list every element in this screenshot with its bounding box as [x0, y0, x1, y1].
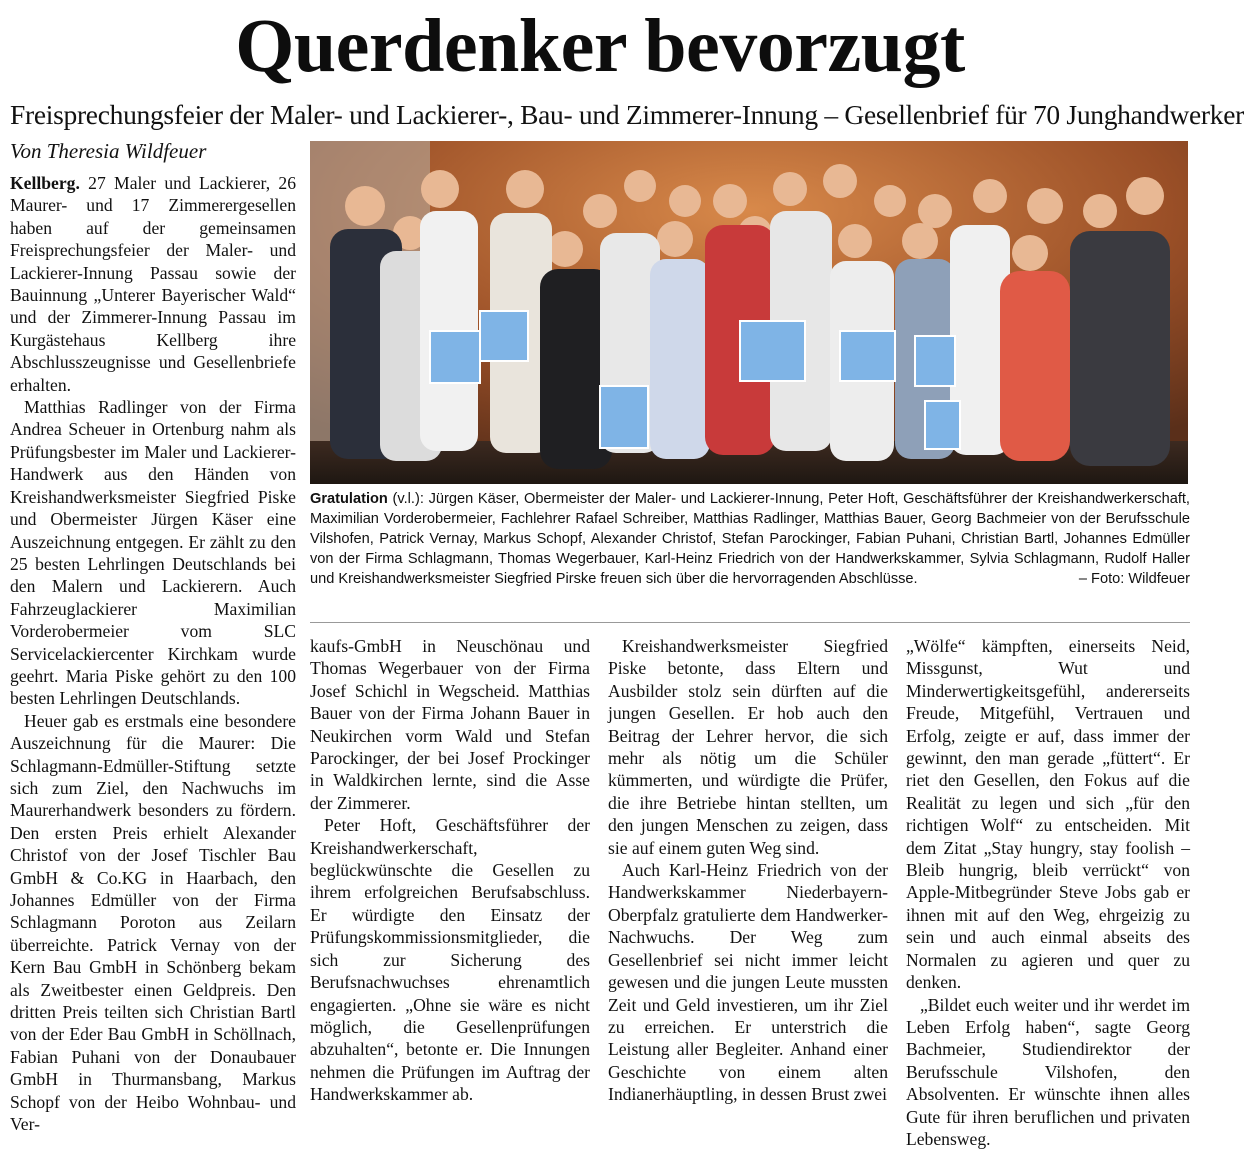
caption-divider [310, 622, 1190, 623]
article-column-4 [906, 635, 1190, 1150]
article-paragraph: Auch Karl-Heinz Friedrich von der Handwerkskammer Niederbayern-Oberpfalz gratulierte dem Handwerker-Nachwuchs. Der Weg zum Gesellenbrief sei nicht immer leicht gewesen und die jungen Leute mussten Zeit und Geld investieren, um ihr Ziel zu erreichen. Er unterstrich die Leistung aller Begleiter. Anhand einer Geschichte von einem alten Indianerhäuptling, in dessen Brust zwei [608, 859, 888, 1105]
article-paragraph: „Bildet euch weiter und ihr werdet im Leben Erfolg haben“, sagte Georg Bachmeier, Studiendirektor der Berufsschule Vilshofen, den Absolventen. Er wünschte ihnen alles Gute für ihren beruflichen und privaten Lebensweg. [906, 994, 1190, 1150]
article-paragraph: kaufs-GmbH in Neuschönau und Thomas Wegerbauer von der Firma Josef Schichl in Wegscheid. Matthias Bauer von der Firma Johann Bauer in Neukirchen vorm Wald und Stefan Parockinger, der bei Josef Prockinger in Waldkirchen lernte, sind die Asse der Zimmerer. [310, 635, 590, 814]
byline: Von Theresia Wildfeuer [10, 138, 300, 164]
article-column-1 [10, 172, 296, 1135]
article-paragraph: Kellberg. 27 Maler und Lackierer, 26 Maurer- und 17 Zimmerergesellen haben auf der gemeinsamen Freisprechungsfeier der Maler- und Lackierer-Innung Passau sowie der Bauinnung „Unterer Bayerischer Wald“ und der Zimmerer-Innung Passau im Kurgästehaus Kellberg ihre Abschlusszeugnisse und Gesellenbriefe erhalten. [10, 172, 296, 396]
article-paragraph: „Wölfe“ kämpften, einerseits Neid, Missgunst, Wut und Minderwertigkeitsgefühl, andererseits Freude, Mitgefühl, Vertrauen und Erfolg, zeigte er auf, dass immer der gewinnt, den man gerade „füttert“. Er riet den Gesellen, den Fokus auf die Realität zu legen und sich „für den richtigen Wolf“ zu entscheiden. Mit dem Zitat „Stay hungry, stay foolish – Bleib hungrig, bleib verrückt“ von Apple-Mitbegründer Steve Jobs gab er ihnen mit auf den Weg, ehrgeizig zu sein und auch einmal abseits des Normalen zu agieren und quer zu denken. [906, 635, 1190, 994]
photo-caption [310, 489, 1190, 589]
article-paragraph: Matthias Radlinger von der Firma Andrea Scheuer in Ortenburg nahm als Prüfungsbester im Maler und Lackierer-Handwerk aus den Händen von Kreishandwerksmeister Siegfried Piske und Obermeister Jürgen Käser eine Auszeichnung entgegen. Er zählt zu den 25 besten Lehrlingen Deutschlands bei den Malern und Lackierern. Auch Fahrzeuglackierer Maximilian Vorderobermeier vom SLC Servicelackiercenter Kirchkam wurde geehrt. Maria Piske gehört zu den 100 besten Lehrlingen Deutschlands. [10, 396, 296, 710]
article-column-3 [608, 635, 888, 1106]
article-paragraph: Heuer gab es erstmals eine besondere Auszeichnung für die Maurer: Die Schlagmann-Edmüller-Stiftung setzte sich zum Ziel, den Nachwuchs im Maurerhandwerk besonders zu fördern. Den ersten Preis erhielt Alexander Christof von der Josef Tischler Bau GmbH & Co.KG in Haarbach, den Johannes Edmüller von der Firma Schlagmann Poroton aus Zeilarn überreichte. Patrick Vernay von der Kern Bau GmbH in Schönberg bekam als Zweitbester einen Geldpreis. Den dritten Preis teilten sich Christian Bartl von der Eder Bau GmbH in Schöllnach, Fabian Puhani von der Donaubauer GmbH in Thurmansbang, Markus Schopf von der Heibo Wohnbau- und Ver- [10, 710, 296, 1136]
subheadline: Freisprechungsfeier der Maler- und Lackierer-, Bau- und Zimmerer-Innung – Gesellenbrief für 70 Junghandwerker [10, 98, 1190, 132]
photo-credit: – Foto: Wildfeuer [1079, 569, 1190, 589]
group-photo-illustration [310, 141, 1188, 484]
article-paragraph: Peter Hoft, Geschäftsführer der Kreishandwerkerschaft, beglückwünschte die Gesellen zu ihrem erfolgreichen Berufsabschluss. Er würdigte den Einsatz der Prüfungskommissionsmitglieder, die sich zur Sicherung des Berufsnachwuchses ehrenamtlich engagierten. „Ohne sie wäre es nicht möglich, die Gesellenprüfungen abzuhalten“, betonte er. Die Innungen nehmen die Prüfungen im Auftrag der Handwerkskammer ab. [310, 814, 590, 1105]
headline: Querdenker bevorzugt [0, 4, 1200, 88]
article-photo [310, 141, 1188, 484]
article-paragraph: Kreishandwerksmeister Siegfried Piske betonte, dass Eltern und Ausbilder stolz sein dürften auf die jungen Gesellen. Er hob auch den Beitrag der Lehrer hervor, die sich mehr als nötig um die Schüler kümmerten, und würdigte die Prüfer, die ihre Betriebe hintan stellten, um den jungen Menschen zu zeigen, dass sie auf einem guten Weg sind. [608, 635, 888, 859]
caption-lead: Gratulation [310, 491, 388, 507]
caption-text: (v.l.): Jürgen Käser, Obermeister der Maler- und Lackierer-Innung, Peter Hoft, Geschäftsführer der Kreishandwerkerschaft, Maximilian Vorderobermeier, Fachlehrer Rafael Schreiber, Matthias Radlinger, Matthias Bauer, Georg Bachmeier von der Berufsschule Vilshofen, Patrick Vernay, Markus Schopf, Alexander Christof, Stefan Parockinger, Fabian Puhani, Christian Bartl, Johannes Edmüller von der Firma Schlagmann, Thomas Wegerbauer, Karl-Heinz Friedrich von der Handwerkskammer, Sylvia Schlagmann, Rudolf Haller und Kreishandwerksmeister Siegfried Pirske freuen sich über die hervorragenden Abschlüsse. [310, 491, 1190, 587]
article-column-2 [310, 635, 590, 1106]
dateline: Kellberg. [10, 173, 80, 193]
